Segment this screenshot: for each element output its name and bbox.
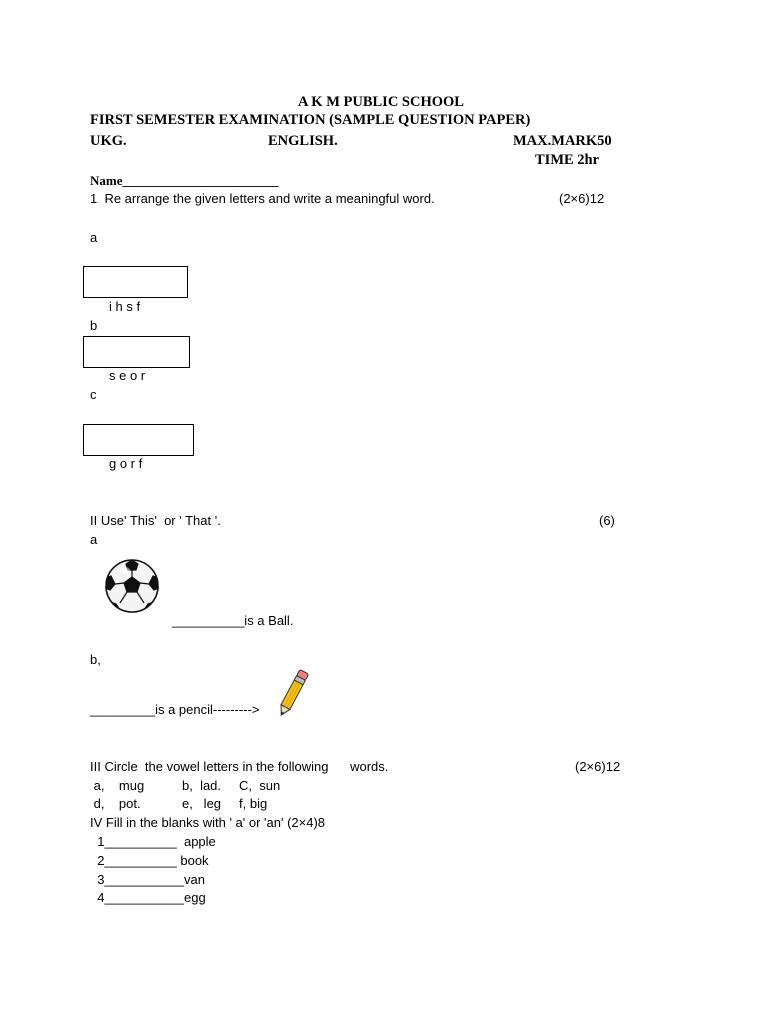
q3-word-pot: d, pot. (90, 796, 141, 811)
q3-word-leg: e, leg (182, 796, 222, 811)
q1-item-a-label: a (90, 230, 98, 245)
q2-b-label: b, (90, 652, 101, 667)
q4-text: IV Fill in the blanks with ' a' or 'an' (2×4)8 (90, 815, 326, 830)
class-label: UKG. (90, 133, 127, 149)
q1-item-a-answer-box[interactable] (83, 266, 188, 298)
q3-word-sun: C, sun (239, 778, 281, 793)
q1-item-c-answer-box[interactable] (83, 424, 194, 456)
soccer-ball-icon (104, 558, 160, 614)
q1-marks: (2×6)12 (559, 191, 605, 206)
q1-item-b-answer-box[interactable] (83, 336, 190, 368)
q3-word-mug: a, mug (90, 778, 145, 793)
name-line: Name________________________ (90, 173, 279, 188)
q4-item-egg: 4___________egg (90, 890, 206, 905)
q1-item-a-letters: i h s f (109, 299, 141, 314)
q1-item-c-letters: g o r f (109, 456, 143, 471)
pencil-icon (275, 668, 311, 718)
q4-item-apple: 1__________ apple (90, 834, 216, 849)
q2-b-sentence: _________is a pencil---------> (90, 702, 260, 717)
q2-marks: (6) (599, 513, 615, 528)
time-label: TIME 2hr (535, 152, 600, 168)
subject-label: ENGLISH. (268, 133, 338, 149)
q2-a-label: a (90, 532, 98, 547)
q3-word-big: f, big (239, 796, 268, 811)
q1-item-b-letters: s e o r (109, 368, 146, 383)
q2-text: II Use' This' or ' That '. (90, 513, 221, 528)
q4-item-van: 3___________van (90, 872, 205, 887)
school-name: A K M PUBLIC SCHOOL (298, 94, 464, 110)
q2-a-sentence: __________is a Ball. (172, 613, 294, 628)
q3-marks: (2×6)12 (575, 759, 621, 774)
q1-text: 1 Re arrange the given letters and write a meaningful word. (90, 191, 435, 206)
q1-item-c-label: c (90, 387, 97, 402)
q3-word-lad: b, lad. (182, 778, 222, 793)
exam-title: FIRST SEMESTER EXAMINATION (SAMPLE QUESTION PAPER) (90, 112, 531, 128)
max-mark-label: MAX.MARK50 (513, 133, 612, 149)
q4-item-book: 2__________ book (90, 853, 209, 868)
q1-item-b-label: b (90, 318, 98, 333)
q3-text: III Circle the vowel letters in the following words. (90, 759, 389, 774)
